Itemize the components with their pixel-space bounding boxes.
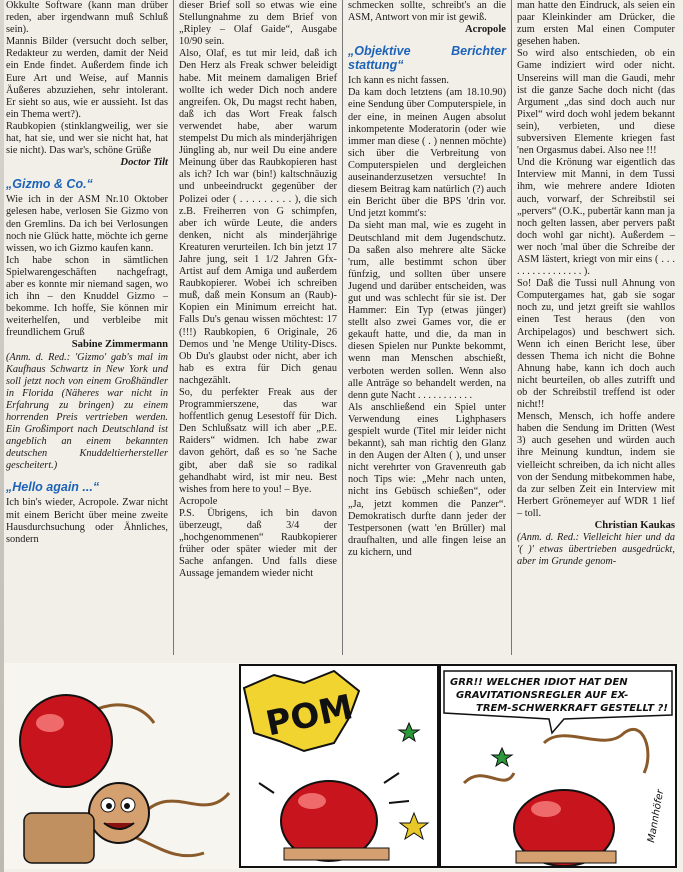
- column-2: [173, 0, 342, 655]
- paragraph: Mannis Bilder (versucht doch selber, Redakteur zu werden, damit der Neid ein Ende findet. Außerdem finde ich Eure Art und Weise, auf Mannis Äußeres abzuziehen, sehr intolerant. Er sieht so aus, wie er aussieht. Ist das ein Thema wert?).: [6, 36, 168, 120]
- paragraph: dieser Brief soll so etwas wie eine Stellungnahme zu dem Brief von „Ripley – Olaf Gaide“, Ausgabe 10/90 sein.: [179, 0, 337, 48]
- paragraph: Als anschließend ein Spiel unter Verwendung eines Lighphasers gespielt wurde (Titel mir leider nicht bekannt), sah man richtig den Glanz in den Augen der Alten ( ), und unser nicht verehrter von Gravenreuth gab noch Tips wie: „Mehr nach unten, nicht ins Gebüsch schießen“, oder „Ja, jetzt kommen die Panzer“. Demokratisch durfte dann jeder der Testpersonen (watt 'en Brüller) mal draufhalten, und alle fingen leise an zu kichern, und: [348, 401, 506, 558]
- paragraph: schmecken sollte, schreibt's an die ASM, Antwort von mir ist gewiß.: [348, 0, 506, 24]
- paragraph: So, du perfekter Freak aus der Programmierszene, das war hoffentlich genug Lesestoff für Dich. Den Schlußsatz will ich aber „P.E. Raiders“ widmen. Ich habe zwar davon gehört, daß es so 'ne Sache gibt, aber daß sie so radikal gehandhabt wird, ist mir neu. Best wishes from here to you! – Bye.: [179, 387, 337, 495]
- letter-heading-berichterstattung: „Objektive Berichter stattung“: [348, 44, 506, 73]
- paragraph: Und die Krönung war eigentlich das Interview mit Manni, in dem Tussi ihm, wie mehrere andere Idioten auch, vorwarf, der Schreibstil sei „pervers“ (O.K., pubertär kann man ja noch gelten lassen, aber pervers paßt doch wohl gar nicht). Außerdem – wer noch 'mal über die Schreibe der ASM lästert, kriegt von mir eins ( . . . . . . . . . . . . . . . . ).: [517, 157, 675, 278]
- paragraph: Acropole: [179, 495, 218, 507]
- artist-signature: Mannhöfer: [646, 788, 667, 844]
- paragraph: man hatte den Eindruck, als seien ein paar Kleinkinder am Drücker, die zum ersten Mal einen Computer gesehen haben.: [517, 0, 675, 48]
- paragraph: Mensch, Mensch, ich hoffe andere haben die Sendung im Dritten (West 3) auch gesehen und würden auch ihre Meinung kundtun, indem sie vielleicht schreiben, da ich nicht alles von der Sendung mitbekommen habe, da zur selben Zeit ein Interview mit Herbert Grönemeyer auf WDR 1 lief – toll.: [517, 411, 675, 519]
- paragraph: So wird also entschieden, ob ein Game indiziert wird oder nicht. Unsereins will man die Gaudi, mehr ist die ganze Sache doch nicht (das Argument „das sind doch auch nur Pixel“ wird doch wohl jedem bekannt sein), verbieten, und diese subversiven Elemente kriegen fast 'nen Orgasmus dabei. Also nee !!!: [517, 48, 675, 157]
- column-4: [511, 0, 680, 655]
- creature-face-icon: [89, 783, 149, 843]
- paragraph: Wie ich in der ASM Nr.10 Oktober gelesen habe, verlosen Sie Gizmo von den Gremlins. Da ich bei Verlosungen noch nie Glück hatte, möchte ich gerne wissen, wo ich Gizmo kaufen kann.: [6, 194, 168, 254]
- signature-sabine-zimmermann: Sabine Zimmermann: [71, 339, 168, 351]
- speech-line-2: GRAVITATIONSREGLER AUF EX-: [456, 690, 629, 701]
- paragraph: Ich kann es nicht fassen.: [348, 75, 449, 87]
- column-3: [342, 0, 511, 655]
- paragraph: Ich bin's wieder, Acropole. Zwar nicht mit einem Bericht über meine zweite Hausdurchsuchung oder Ähnliches, sondern: [6, 497, 168, 545]
- speech-line-3: TREM-SCHWERKRAFT GESTELLT ?!: [476, 703, 668, 714]
- paragraph: Also, Olaf, es tut mir leid, daß ich Den Herz als Freak schwer beleidigt habe. Mit meinem damaligen Brief wollte ich weder Dich noch andere angreifen. Ok, Du magst recht haben, daß ich das Wort Freak falsch verwendet habe, aber warum stempelst Du mich als minderjährigen Jüngling ab, nur weil Du eine andere Meinung über das Raubkopieren hast als ich? Ich war (bin!) kaltschnäuzig und unbeeindruckt gegenüber der Polizei oder ( . . . . . . . . . ), die sich z.B. Freiherren von G schimpfen, aber ich würde Leute, die anders denken, nicht als minderjährige Kreaturen verurteilen. Ich bin jetzt 17 Jahre jung, seit 1 1/2 Jahren Gfx-Artist auf dem Amiga und außerdem Raubkopierer. Wobei ich schreiben muß, daß mein Konsum an (Raub)-Kopien ein Minimum erreicht hat. Falls Du's genau wissen möchtest: 17 (!!!) Raubkopien, 6 Originale, 26 Demos und 'ne Menge Utility-Discs. Ob Du's glaubst oder nicht, aber ich hab es extra für Dich genau nachgezählt.: [179, 48, 337, 386]
- signature-christian-kaukas: Christian Kaukas: [594, 520, 675, 532]
- signature-doctor-tilt: Doctor Tilt: [120, 157, 168, 169]
- paragraph: Da sieht man mal, wie es zugeht in Deutschland mit dem Jugendschutz. Da saßen also mehrere alte Säcke 'rum, alle bestimmt schon über fünfzig, und sollten über unsere Jugend und darüber entscheiden, was gut und was schlecht für sie ist. Der Hammer: Ein Typ (etwas jünger) stellt also zwei Games vor, die er gekauft hatte, und die, da man in diesen Spielen nur Punkte bekommt, wenn man Menschen abschießt, verboten werden sollen. Wenn also alle Anträge so behandelt werden, na denn gute Nacht . . . . . . . . . . .: [348, 220, 506, 401]
- pom-sound-effect: POM: [262, 687, 357, 745]
- column-1: [4, 0, 173, 655]
- editor-note: (Anm. d. Red.: 'Gizmo' gab's mal im Kaufhaus Schwartz in New York und soll jetzt noch von einem Großhändler in Florida (Näheres war nicht in Erfahrung zu bringen) zu einem horrenden Preis vertrieben werden. Ein Großimport nach Deutschland ist angeblich an einem bekannten deutschen Knuddeltierhersteller gescheitert.): [6, 351, 168, 472]
- letters-columns: [4, 0, 680, 655]
- editor-note: (Anm. d. Red.: Vielleicht hier und da '( )' etwas übertrieben ausgedrückt, aber im Grunde genom-: [517, 532, 675, 568]
- letter-heading-gizmo: „Gizmo & Co.“: [6, 177, 93, 192]
- paragraph: Okkulte Software (kann man drüber reden, aber irgendwann muß Schluß sein).: [6, 0, 168, 36]
- paragraph: Da kam doch letztens (am 18.10.90) eine Sendung über Computerspiele, in der eine, in meinen Augen absolut inkompetente Moderatorin (oder wie immer man diese ( . ) nennen möchte) sich über die Verbreitung von Computerspielen und dergleichen auseinanderzusetzen versuchte! In diesem Beitrag kam natürlich (?) auch ein Bericht über die BPS 'drin vor. Und jetzt kommt's:: [348, 87, 506, 220]
- paragraph: P.S. Übrigens, ich bin davon überzeugt, daß 3/4 der „hochgenommenen“ Raubkopierer früher oder später wieder mit der Sache anfangen. Und falls diese Aussage jemandem wieder nicht: [179, 507, 337, 580]
- red-ball-icon: [20, 695, 112, 787]
- paragraph: Ich habe schon in sämtlichen Spielwarengeschäften nachgefragt, aber es konnte mir niemand sagen, wo ich ihn – den Knuddel Gizmo – bekomme. Ich hoffe, Sie können mir weiterhelfen, und verbleibe mit freundlichem Gruß: [6, 254, 168, 339]
- letter-heading-hello-again: „Hello again ...“: [6, 480, 100, 495]
- paragraph: Raubkopien (stinklangweilig, wer sie hat, hat sie, und wer sie nicht hat, hat sie nicht). Das war's, schöne Grüße: [6, 120, 168, 157]
- comic-strip: [4, 663, 679, 869]
- signature-acropole: Acropole: [465, 24, 506, 36]
- paragraph: So! Daß die Tussi null Ahnung von Computergames hat, gab sie sogar noch zu, und jetzt greift sie wahllos einen Test heraus (den von Archipelagos) und beschwert sich. Wenn ich einen Bericht lese, über dessen Thema ich nicht die Bohne Ahnung habe, kann ich doch auch nicht beurteilen, ob alles zutrifft und ob der Schreibstil treffend ist oder nicht!!: [517, 278, 675, 411]
- speech-line-1: GRR!! WELCHER IDIOT HAT DEN: [450, 677, 628, 688]
